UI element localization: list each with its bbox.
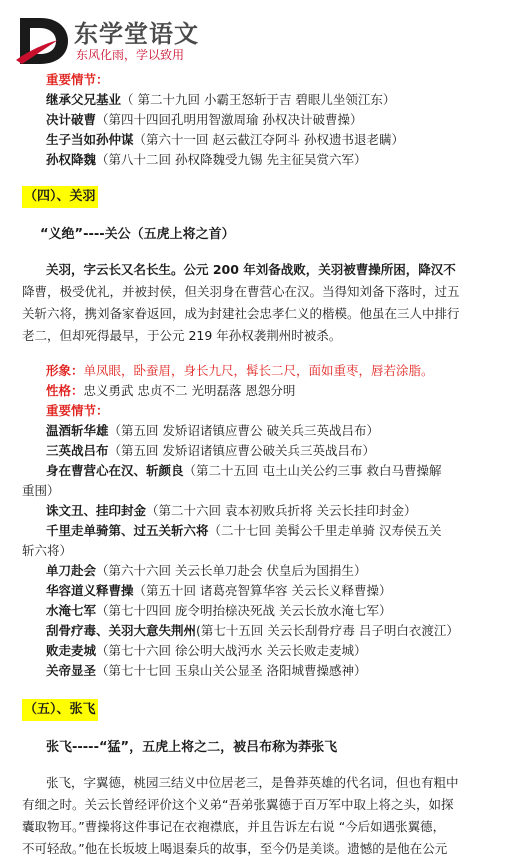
list-item: 水淹七军（第七十四回 庞令明抬榇决死战 关云长放水淹七军） <box>46 603 392 618</box>
list-item-wrap: 斩六将） <box>22 543 73 558</box>
brand-name: 东学堂语文 <box>74 19 199 48</box>
list-item: 生子当如孙仲谋（第六十一回 赵云截江夺阿斗 孙权遗书退老瞒） <box>46 132 404 147</box>
list-item-wrap: 重围） <box>22 483 60 498</box>
personality-line: 性格：忠义勇武 忠贞不二 光明磊落 恩怨分明 <box>46 383 296 398</box>
list-item: 千里走单骑第、过五关斩六将（二十七回 美髯公千里走单骑 汉寿侯五关 <box>46 523 442 538</box>
section-title: （四）、关羽 <box>0 186 528 208</box>
plots-label: 重要情节： <box>46 72 109 87</box>
list-item: 单刀赴会（第六十六回 关云长单刀赴会 伏皇后为国捐生） <box>46 563 367 578</box>
list-item: 温酒斩华雄（第五回 发矫诏诸镇应曹公 破关兵三英战吕布） <box>46 423 379 438</box>
list-item: 孙权降魏（第八十二回 孙权降魏受九锡 先主征吴赏六军） <box>46 152 367 167</box>
brand-slogan: 东风化雨，学以致用 <box>76 48 185 62</box>
list-item: 刮骨疗毒、关羽大意失荆州(第七十五回 关云长刮骨疗毒 吕子明白衣渡江） <box>46 623 459 638</box>
header <box>14 12 514 66</box>
list-item: 决计破曹（第四十四回孔明用智激周瑜 孙权决计破曹操） <box>46 112 363 127</box>
section-subhead: “义绝”----关公（五虎上将之首） <box>40 227 235 242</box>
logo-d-icon <box>14 14 70 66</box>
list-item: 败走麦城（第七十六回 徐公明大战沔水 关云长败走麦城） <box>46 643 367 658</box>
plots-label: 重要情节： <box>46 403 109 418</box>
section-title: （五）、张飞 <box>0 699 528 721</box>
intro-paragraph: 关羽，字云长又名长生。公元 200 年刘备战败，关羽被曹操所困，降汉不 降曹，极受优礼，并被封侯，但关羽身在曹营心在汉。当得知刘备下落时，过五 关斩六将，携刘备家眷返回，成为封建社会忠孝仁义的楷模。他虽在三人中排行 老二，但却死得最早，于公元 219 年孙权袭荆州时被杀。 <box>22 262 460 343</box>
list-item: 诛文丑、挂印封金（第二十六回 袁本初败兵折将 关云长挂印封金） <box>46 503 417 518</box>
list-item: 关帝显圣（第七十七回 玉泉山关公显圣 洛阳城曹操感神） <box>46 663 367 678</box>
main-content <box>0 70 528 860</box>
section-subhead: 张飞-----“猛”，五虎上将之二，被吕布称为莽张飞 <box>46 740 338 755</box>
list-item: 继承父兄基业（ 第二十九回 小霸王怒斩于吉 碧眼儿坐领江东） <box>46 92 396 107</box>
intro-paragraph: 张飞，字翼德，桃园三结义中位居老三，是鲁莽英雄的代名词，但也有粗中 有细之时。关云长曾经评价这个义弟“吾弟张翼德于百万军中取上将之头，如探 囊取物耳。”曹操将这件事记在衣袍襟底，并且告诉左右说 “今后如遇张翼德， 不可轻敌。”他在长坂坡上喝退秦兵的故事，至今仍是美谈。遗憾的是他在公元 <box>22 775 459 856</box>
list-item: 华容道义释曹操（第五十回 诸葛亮智算华容 关云长义释曹操） <box>46 583 392 598</box>
list-item: 三英战吕布（第五回 发矫诏诸镇应曹公破关兵三英战吕布） <box>46 443 375 458</box>
appearance-line: 形象：单凤眼，卧蚕眉，身长九尺，髯长二尺，面如重枣，唇若涂脂。 <box>46 363 434 378</box>
list-item: 身在曹营心在汉、斩颜良（第二十五回 屯土山关公约三事 救白马曹操解 <box>46 463 442 478</box>
